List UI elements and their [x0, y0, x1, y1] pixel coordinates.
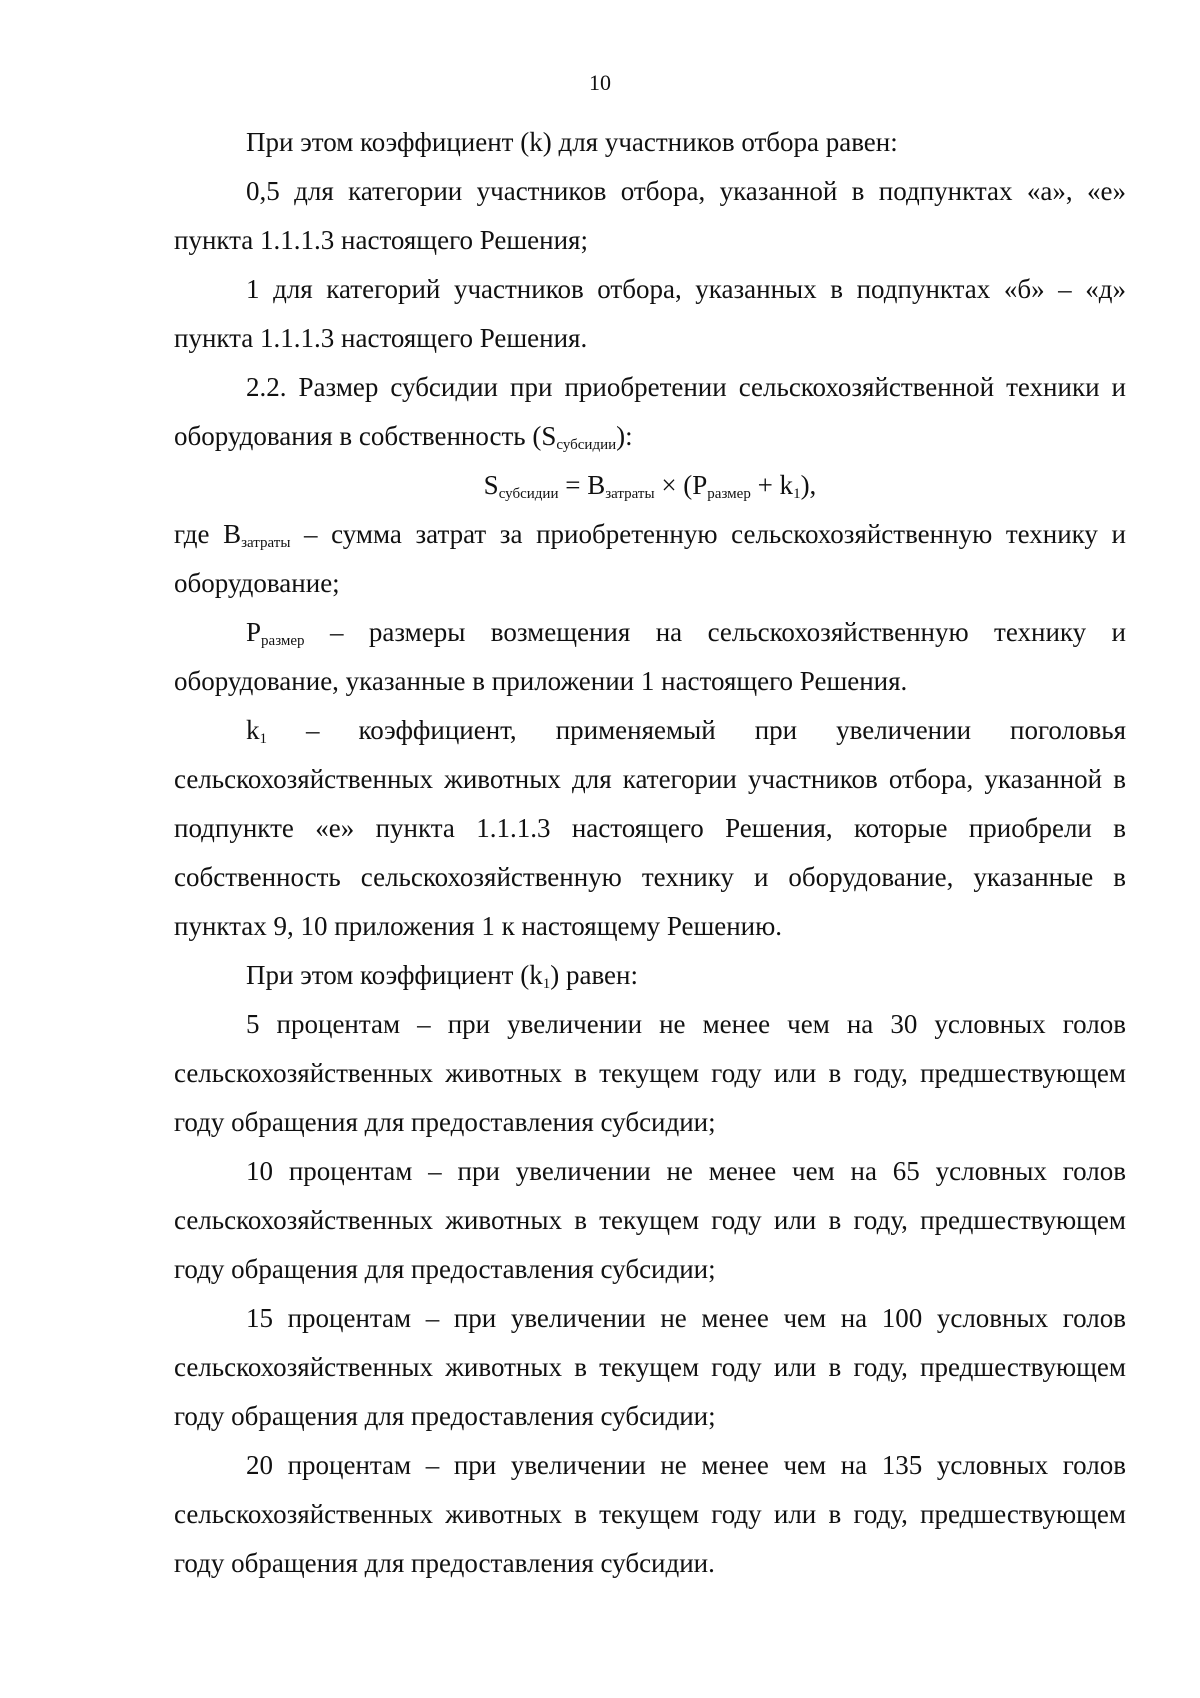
paragraph-k-intro: При этом коэффициент (k) для участников отбора равен:	[246, 127, 898, 157]
tier-5-percent: 5 процентам – при увеличении не менее чем на 30 условных голов сельскохозяйственных животных в текущем году или в году, предшествующем году обращения для предоставления субсидии;	[174, 1009, 1126, 1137]
definition-b	[174, 510, 1126, 608]
definition-k1	[174, 706, 1126, 951]
definition-p-lead: P	[246, 617, 262, 647]
subsidy-formula	[174, 461, 1126, 510]
definition-b-text: – сумма затрат за приобретенную сельскохозяйственную технику и оборудование;	[174, 519, 1126, 598]
definition-p	[174, 608, 1126, 706]
definition-b-subscript: затраты	[241, 535, 291, 551]
formula-plus-k: + k	[750, 470, 794, 500]
definition-k1-subscript: 1	[259, 731, 267, 747]
k1-intro-subscript: 1	[542, 976, 551, 992]
formula-k-subscript: 1	[793, 486, 801, 502]
definition-k1-lead: k	[246, 715, 260, 745]
formula-p-subscript: размер	[707, 486, 751, 502]
tier-15-percent: 15 процентам – при увеличении не менее чем на 100 условных голов сельскохозяйственных животных в текущем году или в году, предшествующем году обращения для предоставления субсидии;	[174, 1303, 1126, 1431]
formula-s: S	[483, 470, 499, 500]
paragraph-2-2-text: 2.2. Размер субсидии при приобретении сельскохозяйственной техники и оборудования в собственность (S	[174, 372, 1126, 451]
k1-intro-tail: ) равен:	[550, 960, 638, 990]
definition-p-text: – размеры возмещения на сельскохозяйственную технику и оборудование, указанные в приложении 1 настоящего Решения.	[174, 617, 1126, 696]
paragraph-k1-intro	[174, 951, 1126, 1000]
definition-k1-text: – коэффициент, применяемый при увеличении поголовья сельскохозяйственных животных для категории участников отбора, указанной в подпункте «е» пункта 1.1.1.3 настоящего Решения, которые приобрели в собственность сельскохозяйственную технику и оборудование, указанные в пунктах 9, 10 приложения 1 к настоящему Решению.	[174, 715, 1126, 941]
document-body	[174, 118, 1126, 1588]
paragraph-2-2-tail: ):	[616, 421, 633, 451]
k1-intro-lead: При этом коэффициент (k	[246, 960, 543, 990]
definition-b-lead: где B	[174, 519, 242, 549]
formula-times-p: × (P	[654, 470, 708, 500]
formula-tail: ),	[800, 470, 817, 500]
tier-10-percent: 10 процентам – при увеличении не менее чем на 65 условных голов сельскохозяйственных животных в текущем году или в году, предшествующем году обращения для предоставления субсидии;	[174, 1156, 1126, 1284]
paragraph-k-0-5: 0,5 для категории участников отбора, указанной в подпунктах «а», «е» пункта 1.1.1.3 настоящего Решения;	[174, 176, 1126, 255]
page-number: 10	[589, 70, 611, 95]
formula-eq-b: = B	[558, 470, 606, 500]
definition-p-subscript: размер	[261, 633, 305, 649]
paragraph-2-2	[174, 363, 1126, 461]
formula-b-subscript: затраты	[605, 486, 655, 502]
paragraph-2-2-subscript: субсидии	[556, 437, 617, 453]
formula-s-subscript: субсидии	[498, 486, 559, 502]
tier-20-percent: 20 процентам – при увеличении не менее чем на 135 условных голов сельскохозяйственных животных в текущем году или в году, предшествующем году обращения для предоставления субсидии.	[174, 1450, 1126, 1578]
paragraph-k-1: 1 для категорий участников отбора, указанных в подпунктах «б» – «д» пункта 1.1.1.3 настоящего Решения.	[174, 274, 1126, 353]
